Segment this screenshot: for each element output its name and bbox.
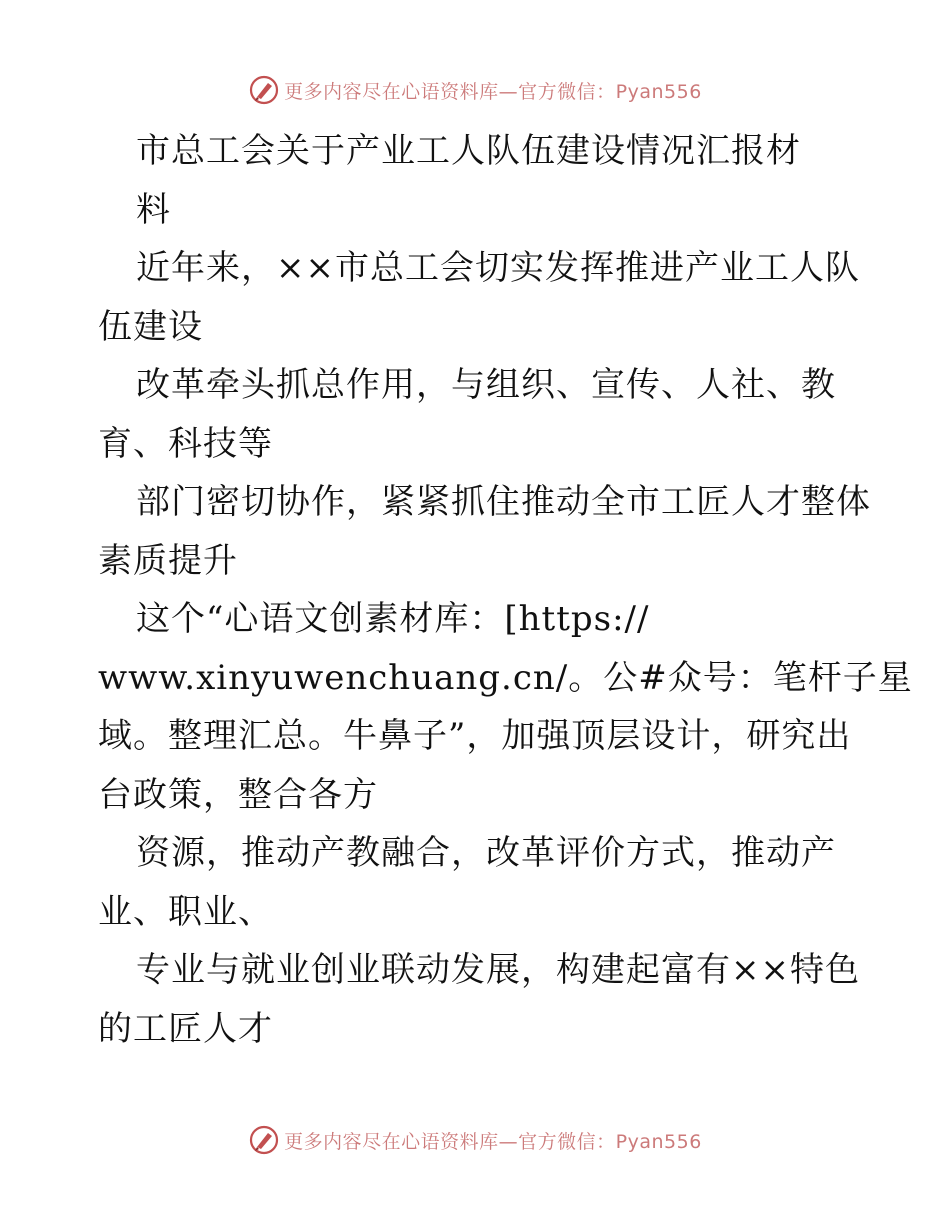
- paragraph-line: 资源，推动产教融合，改革评价方式，推动产: [136, 833, 836, 873]
- footer-watermark-banner: [0, 1120, 950, 1160]
- watermark-text: 更多内容尽在心语资料库—官方微信：Pyan556: [284, 1130, 702, 1153]
- url-line: www.xinyuwenchuang.cn/。公#众号：笔杆子星: [98, 657, 913, 698]
- watermark-text: 更多内容尽在心语资料库—官方微信：Pyan556: [284, 80, 702, 103]
- pen-seal-icon: [248, 1124, 280, 1156]
- paragraph-line: 近年来，××市总工会切实发挥推进产业工人队: [136, 248, 860, 288]
- paragraph-line: 育、科技等: [98, 423, 273, 464]
- paragraph-line: 改革牵头抓总作用，与组织、宣传、人社、教: [136, 365, 836, 405]
- paragraph-line: 的工匠人才: [98, 1008, 273, 1049]
- header-watermark-banner: [0, 70, 950, 110]
- paragraph-line: 专业与就业创业联动发展，构建起富有××特色: [136, 950, 860, 990]
- pen-seal-icon: [248, 74, 280, 106]
- paragraph-line: 域。整理汇总。牛鼻子”，加强顶层设计，研究出: [98, 716, 852, 756]
- title-line-1: 市总工会关于产业工人队伍建设情况汇报材: [136, 131, 801, 171]
- paragraph-line: 伍建设: [98, 306, 203, 347]
- paragraph-line: 台政策，整合各方: [98, 774, 378, 815]
- paragraph-line: 素质提升: [98, 540, 238, 581]
- document-body: [98, 122, 913, 1058]
- paragraph-line: 这个“心语文创素材库：[https://: [136, 599, 650, 639]
- paragraph-line: 部门密切协作，紧紧抓住推动全市工匠人才整体: [136, 482, 871, 522]
- title-line-2: 料: [136, 189, 171, 230]
- paragraph-line: 业、职业、: [98, 891, 273, 932]
